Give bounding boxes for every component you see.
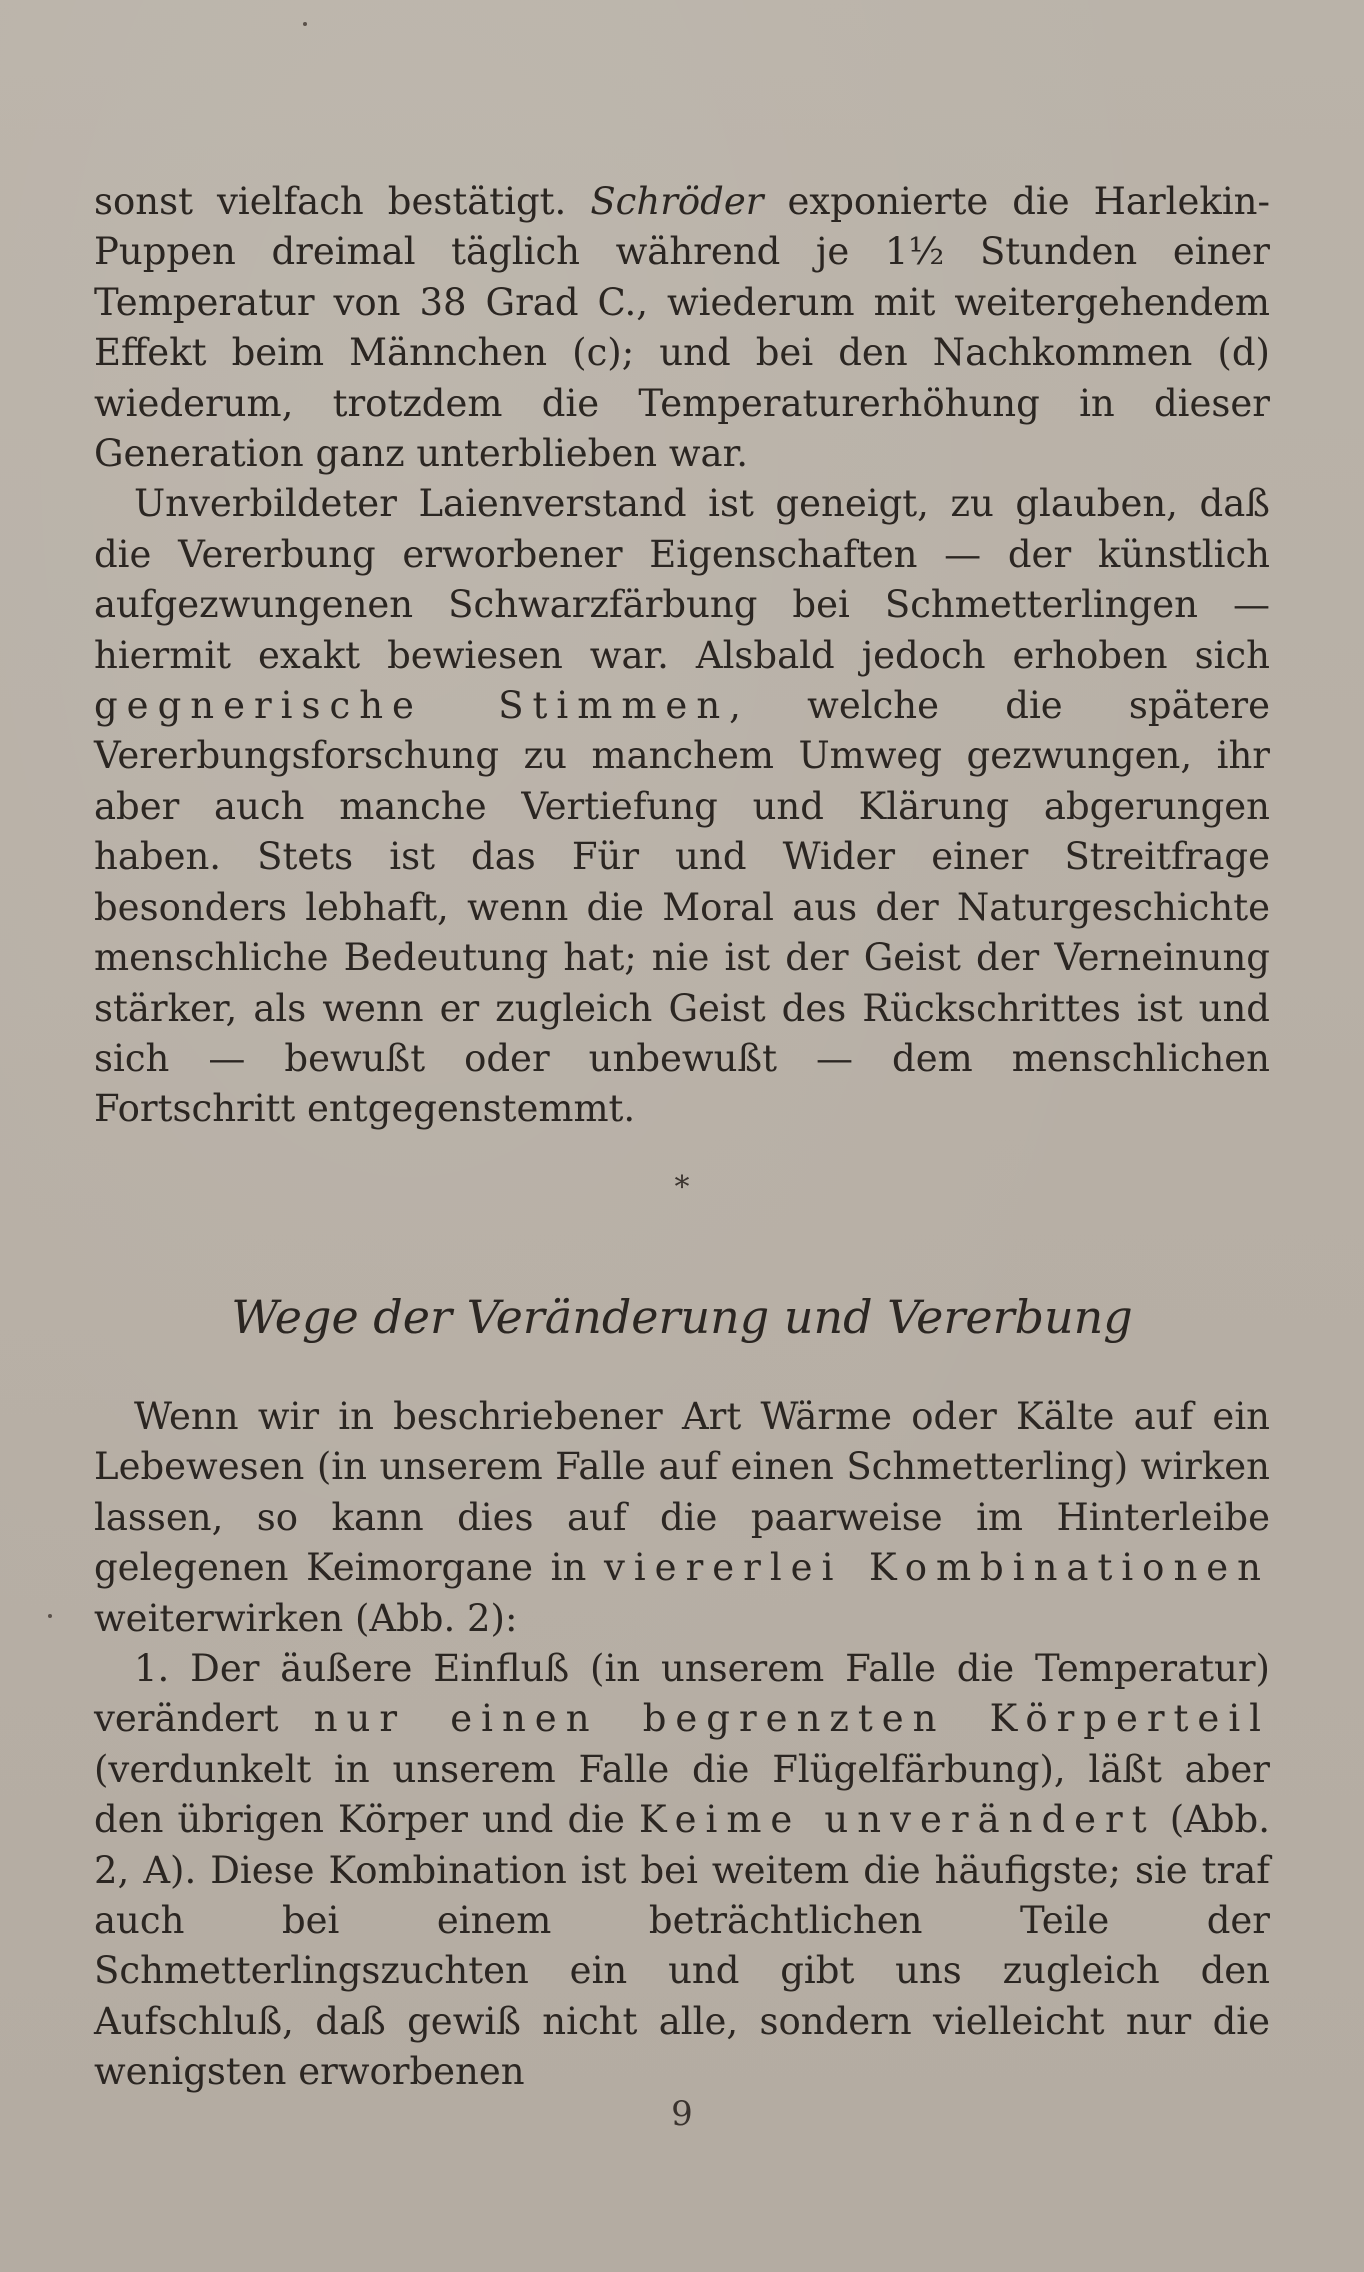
paragraph: [94, 1392, 1270, 1644]
emphasis-spaced: viererlei Kombinationen: [603, 1546, 1270, 1590]
author-name: Schröder: [590, 180, 764, 223]
section-divider-asterism: *: [674, 1170, 690, 1205]
text-run: Wenn wir in beschriebener Art Wärme oder Kälte auf ein Lebewesen (in unserem Falle auf einen Schmetterling) wirken lassen, so kann dies auf die paarweise im Hinterleibe gelegenen Keimorgane in: [94, 1395, 1270, 1590]
paper-speck: [303, 22, 307, 26]
text-run: 1. Der äußere Einfluß (in unserem Falle die Temperatur) verändert: [94, 1647, 1270, 1741]
emphasis-spaced: gegnerische Stimmen: [94, 684, 730, 728]
text-run: exponierte die Harlekin-Puppen dreimal täglich während je 1½ Stunden einer Temperatur von 38 Grad C., wiederum mit weitergehendem Effekt beim Männchen (c); und bei den Nachkommen (d) wiederum, trotzdem die Temperaturerhöhung in dieser Generation ganz unterblieben war.: [94, 180, 1270, 476]
paragraph: [94, 479, 1270, 1134]
emphasis-spaced: Keime unverändert: [638, 1798, 1156, 1842]
text-run: weiterwirken (Abb. 2):: [94, 1596, 518, 1640]
paper-speck: [48, 1614, 52, 1618]
text-block-top: [94, 177, 1270, 1135]
text-run: (verdunkelt in unserem Falle die Flügelfärbung), läßt aber den übrigen Körper und die: [94, 1747, 1270, 1842]
text-run: , welche die spätere Vererbungsforschung zu manchem Umweg gezwungen, ihr aber auch manche Vertiefung und Klärung abgerungen haben. Stets ist das Für und Wider einer Streitfrage besonders lebhaft, wenn die Moral aus der Naturgeschichte menschliche Bedeutung hat; nie ist der Geist der Verneinung stärker, als wenn er zugleich Geist des Rückschrittes ist und sich — bewußt oder unbewußt — dem menschlichen Fortschritt entgegenstemmt.: [94, 684, 1271, 1131]
paragraph: [94, 177, 1270, 479]
text-block-bottom: [94, 1392, 1270, 2098]
text-run: Unverbildeter Laienverstand ist geneigt, zu glauben, daß die Vererbung erworbener Eigenschaften — der künstlich aufgezwungenen Schwarzfärbung bei Schmetterlingen — hiermit exakt bewiesen war. Alsbald jedoch erhoben sich: [94, 482, 1270, 677]
section-heading: Wege der Veränderung und Vererbung: [231, 1290, 1133, 1344]
text-run: (Abb. 2, A). Diese Kombination ist bei weitem die häufigste; sie traf auch bei einem beträchtlichen Teile der Schmetterlingszuchten ein und gibt uns zugleich den Aufschluß, daß gewiß nicht alle, sondern vielleicht nur die wenigsten erworbenen: [94, 1798, 1270, 2094]
emphasis-spaced: nur einen begrenzten Körperteil: [313, 1697, 1270, 1741]
paragraph: [94, 1644, 1270, 2098]
text-run: sonst vielfach bestätigt.: [94, 180, 591, 223]
page-number: 9: [671, 2094, 693, 2134]
